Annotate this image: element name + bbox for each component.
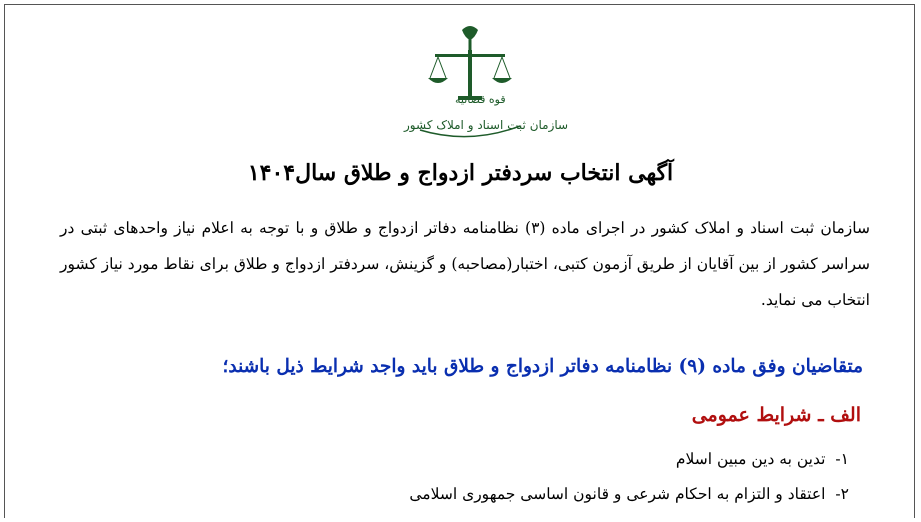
- general-conditions-heading: الف ـ شرایط عمومی: [691, 404, 861, 426]
- applicants-conditions-heading: متقاضیان وفق ماده (۹) نظامنامه دفاتر ازدواج و طلاق باید واجد شرایط ذیل باشند؛: [222, 356, 863, 377]
- list-item: [676, 450, 849, 468]
- list-item: [409, 485, 849, 503]
- list-item-number: ۱-: [835, 450, 849, 468]
- list-item-text: تدین به دین مبین اسلام: [675, 450, 826, 468]
- logo-text-organization: سازمان ثبت اسناد و املاک کشور: [404, 118, 569, 132]
- list-item-text: اعتقاد و التزام به احکام شرعی و قانون اساسی جمهوری اسلامی: [409, 485, 826, 503]
- intro-paragraph: سازمان ثبت اسناد و املاک کشور در اجرای ماده (۳) نظامنامه دفاتر ازدواج و طلاق و با توجه به اعلام نیاز واحدهای ثبتی در سراسر کشور از بین آقایان از طریق آزمون کتبی، اختبار(مصاحبه) و گزینش، سردفتر ازدواج و طلاق برای نقاط مورد نیاز کشور انتخاب می نماید.: [60, 219, 870, 309]
- logo-text-judiciary: قوه قضائیه: [455, 93, 506, 106]
- page-title: آگهی انتخاب سردفتر ازدواج و طلاق سال۱۴۰۴: [247, 160, 674, 186]
- list-item-number: ۲-: [835, 485, 849, 503]
